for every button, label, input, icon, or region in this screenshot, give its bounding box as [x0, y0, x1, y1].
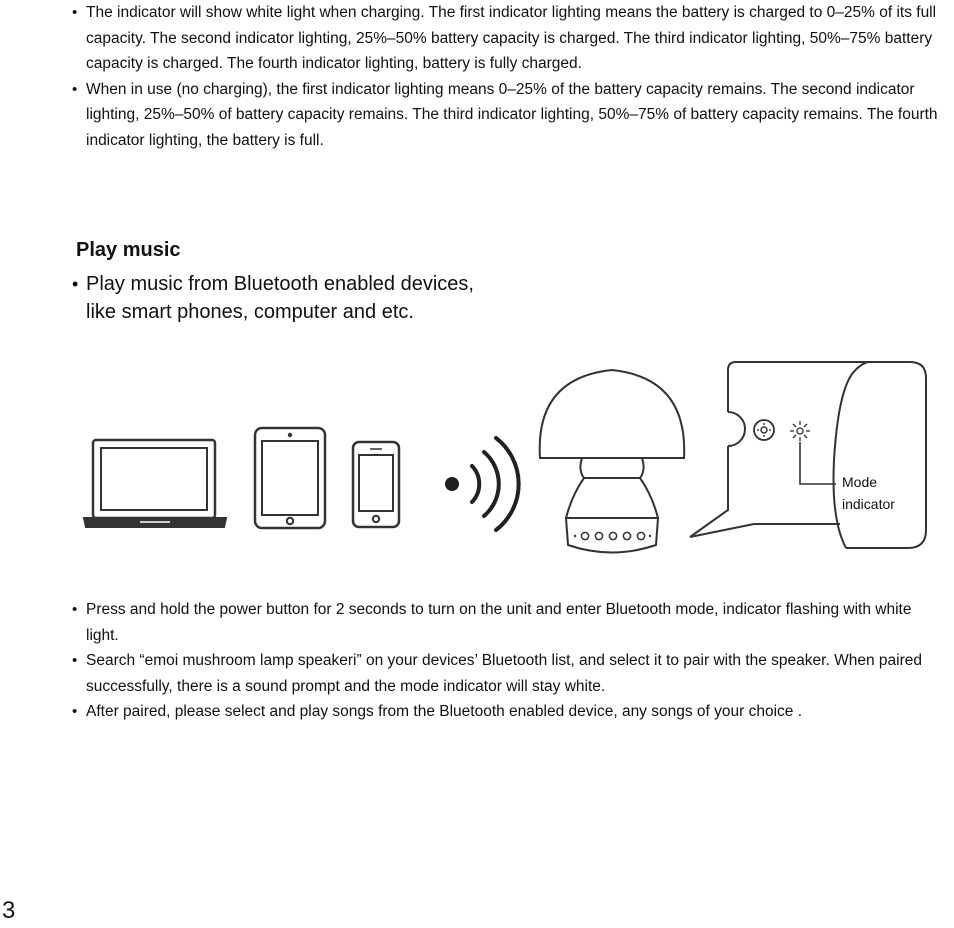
wireless-signal-icon	[445, 438, 519, 530]
mode-indicator-light-icon	[790, 421, 810, 441]
intro-text: • Play music from Bluetooth enabled devices, like smart phones, computer and etc.	[60, 270, 500, 326]
sun-icon	[757, 423, 771, 437]
laptop-icon	[84, 440, 226, 527]
mode-indicator-label-line2: indicator	[842, 496, 895, 512]
section-title: Play music	[76, 239, 181, 261]
phone-icon	[353, 442, 399, 527]
charging-notes-list	[60, 0, 954, 153]
page-number: 3	[2, 897, 16, 924]
tablet-icon	[255, 428, 325, 528]
play-music-intro	[60, 270, 500, 326]
illustration	[0, 355, 954, 570]
mode-indicator-label-line1: Mode	[842, 474, 878, 490]
pairing-steps-list	[60, 597, 940, 725]
mushroom-lamp-speaker	[540, 370, 685, 553]
play-songs-step: • After paired, please select and play songs from the Bluetooth enabled device, any songs of your choice .	[60, 699, 940, 725]
charging-note: • The indicator will show white light when charging. The first indicator lighting means the battery is charged to 0–25% of its full capacity. The second indicator lighting, 25%–50% battery capacity is charged. The third indicator lighting, 50%–75% battery capacity is charged. The fourth indicator lighting, battery is fully charged.	[60, 0, 954, 77]
usage-note: • When in use (no charging), the first indicator lighting means 0–25% of the battery capacity remains. The second indicator lighting, 25%–50% of battery capacity remains. The third indicator lighting, 50%–75% of battery capacity remains. The fourth indicator lighting, the battery is full.	[60, 77, 954, 154]
power-on-step: • Press and hold the power button for 2 seconds to turn on the unit and enter Bluetooth mode, indicator flashing with white light.	[60, 597, 940, 648]
control-buttons	[581, 532, 644, 539]
mode-indicator-detail	[690, 362, 926, 548]
search-pair-step: • Search “emoi mushroom lamp speakeri” on your devices’ Bluetooth list, and select it to pair with the speaker. When paired successfully, there is a sound prompt and the mode indicator will stay white.	[60, 648, 940, 699]
